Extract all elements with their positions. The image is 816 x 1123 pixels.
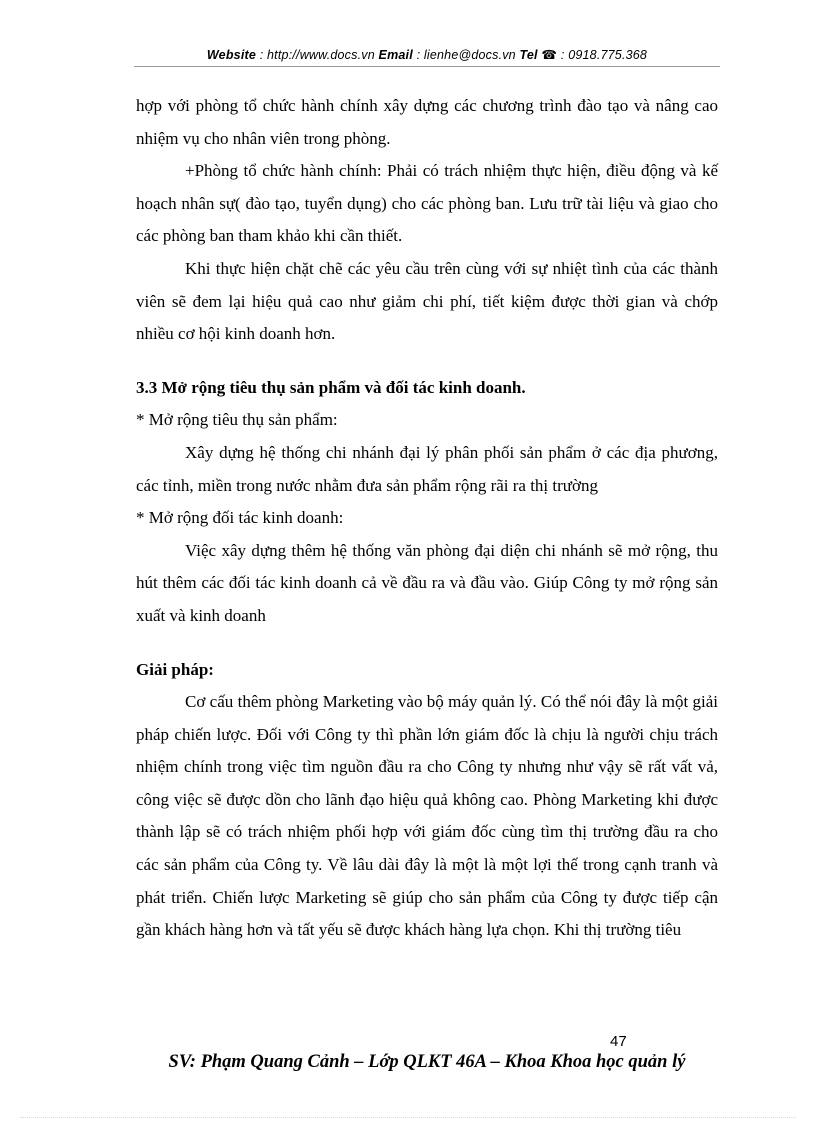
spacer	[136, 633, 718, 654]
email-value: : lienhe@docs.vn	[412, 48, 520, 62]
paragraph-2: +Phòng tổ chức hành chính: Phải có trách nhiệm thực hiện, điều động và kế hoạch nhân sự( đào tạo, tuyển dụng) cho các phòng ban. Lưu trữ tài liệu và giao cho các phòng ban tham khảo khi cần thiết.	[136, 161, 718, 246]
solution-heading: Giải pháp:	[136, 659, 214, 679]
tel-label: Tel	[519, 48, 538, 62]
paragraph-1: hợp với phòng tổ chức hành chính xây dựng các chương trình đào tạo và nâng cao nhiệm vụ cho nhân viên trong phòng.	[136, 96, 718, 148]
paragraph-4: Xây dựng hệ thống chi nhánh đại lý phân phối sản phẩm ở các địa phương, các tỉnh, miền trong nước nhằm đưa sản phẩm rộng rãi ra thị trường	[136, 442, 718, 495]
document-body	[136, 90, 718, 947]
section-heading: 3.3 Mở rộng tiêu thụ sản phẩm và đối tác kinh doanh.	[136, 377, 526, 397]
page-bottom-border	[20, 1117, 796, 1118]
tel-value: : 0918.775.368	[557, 48, 648, 62]
page-header	[134, 47, 720, 62]
website-label: Website	[206, 48, 257, 62]
paragraph-6: Cơ cấu thêm phòng Marketing vào bộ máy quản lý. Có thể nói đây là một giải pháp chiến lược. Đối với Công ty thì phần lớn giám đốc là chịu là người chịu trách nhiệm chính trong việc tìm nguồn đầu ra cho Công ty nhưng như vậy sẽ rất vất vả, công việc sẽ được dồn cho lãnh đạo hiệu quả không cao. Phòng Marketing khi được thành lập sẽ có trách nhiệm phối hợp với giám đốc cùng tìm thị trường đầu ra cho các sản phẩm của Công ty. Về lâu dài đây là một là một lợi thế trong cạnh tranh và phát triển. Chiến lược Marketing sẽ giúp cho sản phẩm của Công ty được tiếp cận gần khách hàng hơn và tất yếu sẽ được khách hàng lựa chọn. Khi thị trường tiêu	[136, 692, 718, 940]
header-divider	[134, 66, 720, 67]
subheading-partners: * Mở rộng đối tác kinh doanh:	[136, 508, 344, 528]
email-label: Email	[378, 48, 413, 62]
page-number: 47	[610, 1033, 627, 1050]
phone-icon: ☎	[541, 48, 558, 62]
paragraph-5: Việc xây dựng thêm hệ thống văn phòng đại diện chi nhánh sẽ mở rộng, thu hút thêm các đối tác kinh doanh cả về đầu ra và đầu vào. Giúp Công ty mở rộng sản xuất và kinh doanh	[136, 540, 718, 625]
website-value: : http://www.docs.vn	[256, 48, 379, 62]
subheading-products: * Mở rộng tiêu thụ sản phẩm:	[136, 410, 338, 430]
paragraph-3: Khi thực hiện chặt chẽ các yêu cầu trên cùng với sự nhiệt tình của các thành viên sẽ đem lại hiệu quả cao như giảm chi phí, tiết kiệm được thời gian và chớp nhiều cơ hội kinh doanh hơn.	[136, 258, 718, 344]
spacer	[136, 351, 718, 372]
page-footer: SV: Phạm Quang Cảnh – Lớp QLKT 46A – Khoa Khoa học quản lý	[168, 1052, 686, 1072]
